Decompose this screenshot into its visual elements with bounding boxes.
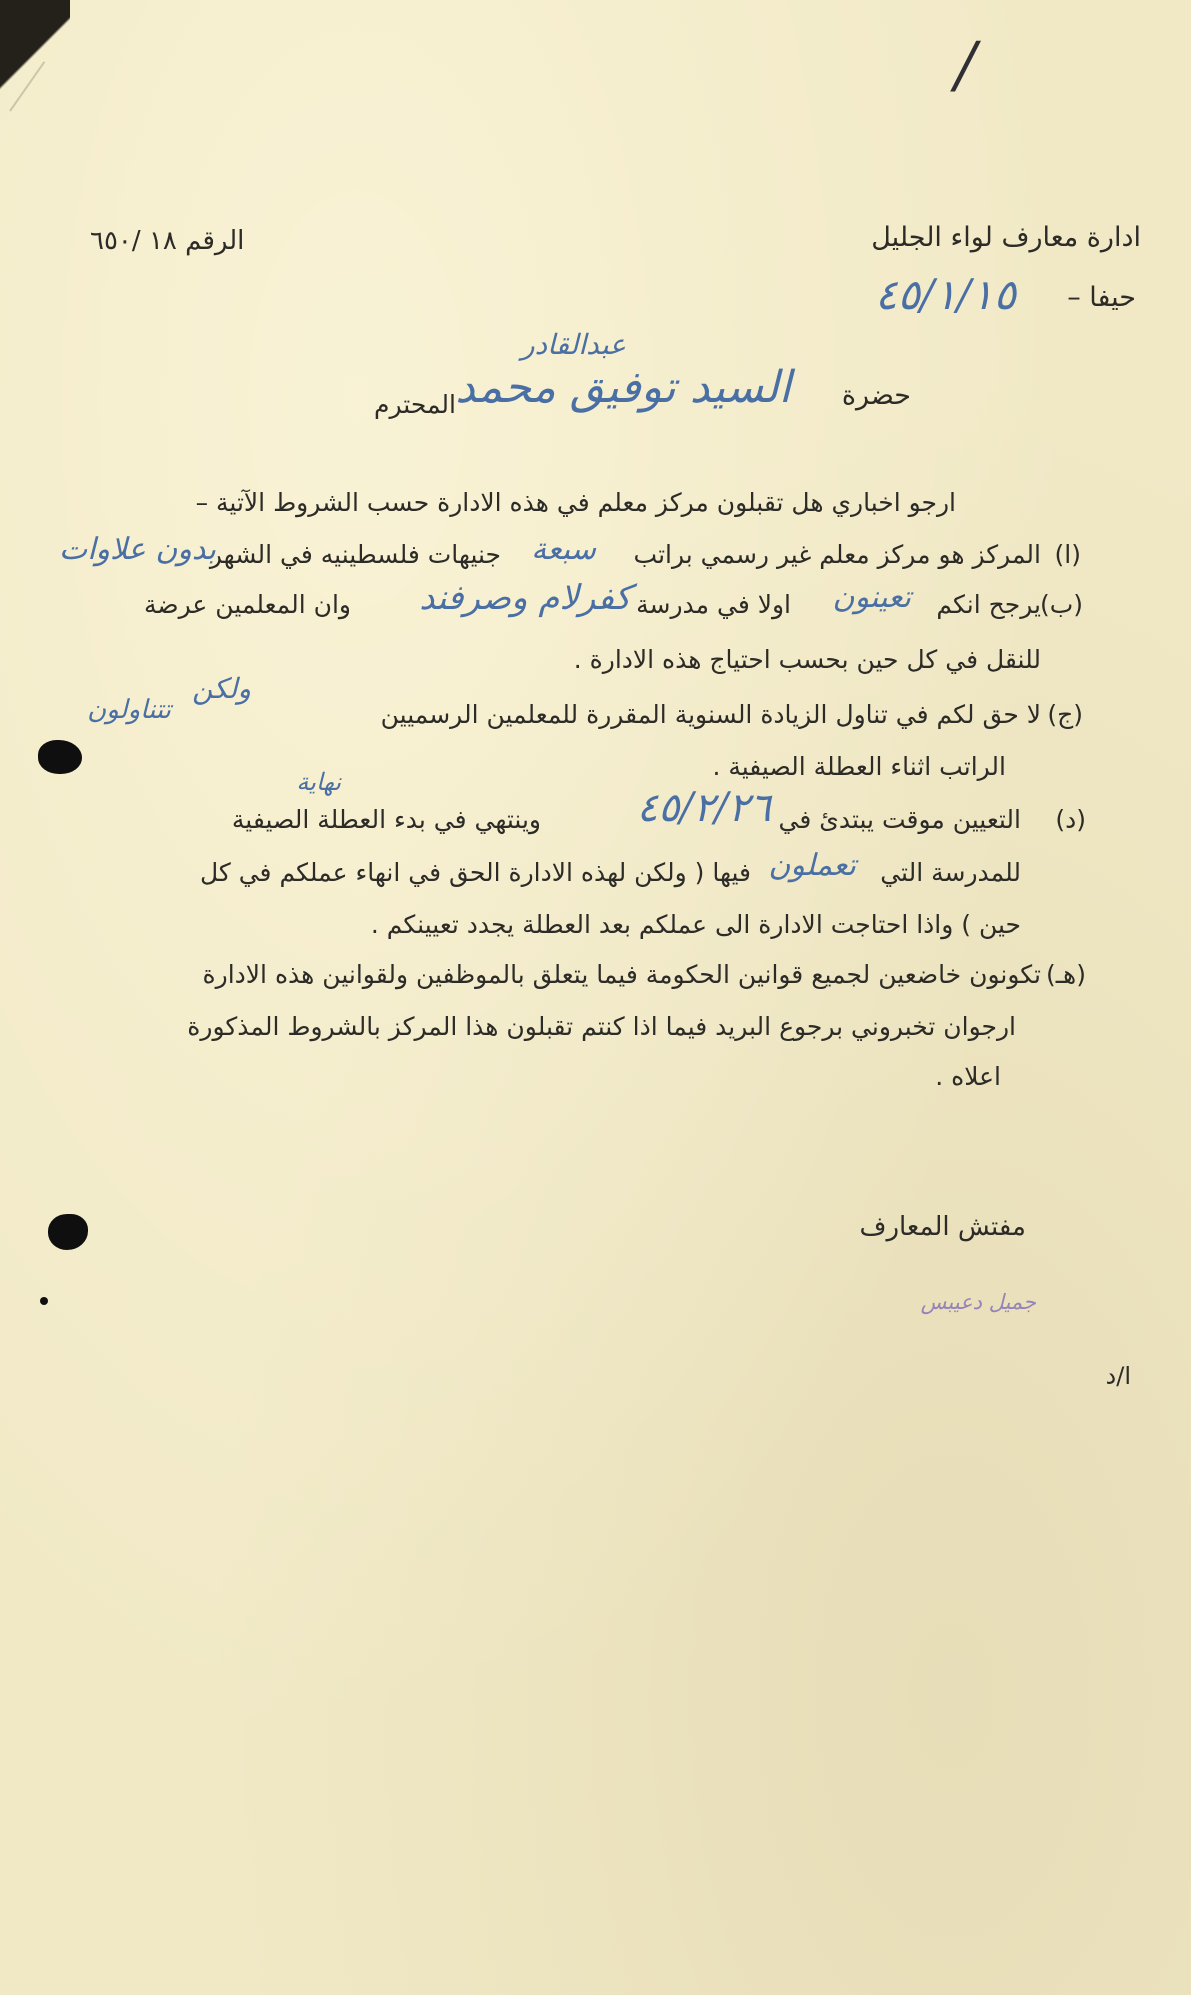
ink-blot-left-lower <box>48 1214 88 1250</box>
clause-c-line-2: الراتب اثناء العطلة الصيفية . <box>712 752 1006 781</box>
clause-d-handwritten-work: تعملون <box>768 848 856 883</box>
city-name: حيفا – <box>1067 282 1136 313</box>
clause-b-handwritten-1: تعينون <box>832 580 911 615</box>
clause-e-label: (هـ) <box>1045 960 1086 989</box>
addressee-honorific: المحترم <box>374 390 456 419</box>
clause-a-label: (ا) <box>1054 540 1081 569</box>
clause-c-handwritten-insert: ولكن <box>192 672 251 705</box>
ink-blot-left-upper <box>38 740 82 774</box>
signature-title: مفتش المعارف <box>859 1212 1026 1242</box>
clause-e-text: تكونون خاضعين لجميع قوانين الحكومة فيما يتعلق بالموظفين ولقوانين هذه الادارة <box>202 960 1041 989</box>
torn-page-corner <box>0 0 70 110</box>
clause-b-line-2: للنقل في كل حين بحسب احتياج هذه الادارة . <box>573 645 1041 674</box>
clause-b-handwritten-2: كفرلام وصرفند <box>419 578 631 618</box>
ink-dot-small <box>40 1297 48 1305</box>
addressee-name-handwritten: السيد توفيق محمد <box>455 362 791 413</box>
handwritten-date: ٤٥/١/١٥ <box>874 270 1016 319</box>
addressee-title: حضرة <box>841 380 911 411</box>
clause-d-line-2-start: للمدرسة التي <box>880 858 1021 887</box>
clause-d-label: (د) <box>1055 805 1086 834</box>
clause-d-line-2-end: فيها ( ولكن لهذه الادارة الحق في انهاء عملكم في كل <box>199 858 751 887</box>
clause-d-handwritten-above: نهاية <box>296 768 341 796</box>
clause-a-text: المركز هو مركز معلم غير رسمي براتب <box>633 540 1041 569</box>
clause-c-label: (ج) <box>1047 700 1083 729</box>
reference-number: الرقم ١٨ /٦٥٠ <box>90 226 245 256</box>
clause-a-handwritten-note: بدون علاوات <box>58 532 216 567</box>
typist-initials: ا/د <box>1105 1362 1131 1390</box>
clause-b-middle: اولا في مدرسة <box>636 590 791 619</box>
department-name: ادارة معارف لواء الجليل <box>871 222 1141 253</box>
clause-d-start: التعيين موقت يبتدئ في <box>778 805 1021 834</box>
addressee-name-addition: عبدالقادر <box>521 328 626 361</box>
page-number: / <box>955 28 976 101</box>
clause-d-handwritten-date: ٤٥/٢/٢٦ <box>636 785 771 831</box>
clause-d-end: وينتهي في بدء العطلة الصيفية <box>231 805 541 834</box>
closing-line-1: ارجوان تخبروني برجوع البريد فيما اذا كنتم تقبلون هذا المركز بالشروط المذكورة <box>187 1012 1016 1041</box>
clause-b-start: يرجح انكم <box>936 590 1041 619</box>
clause-c-text: لا حق لكم في تناول الزيادة السنوية المقررة للمعلمين الرسميين <box>380 700 1041 729</box>
clause-c-handwritten-end: تتناولون <box>87 695 171 725</box>
clause-b-label: (ب) <box>1039 590 1083 619</box>
closing-line-2: اعلاه . <box>935 1062 1001 1091</box>
clause-d-line-3: حين ) واذا احتاجت الادارة الى عملكم بعد العطلة يجدد تعيينكم . <box>370 910 1021 939</box>
clause-a-continuation: جنيهات فلسطينيه في الشهر <box>209 540 501 569</box>
clause-a-handwritten-amount: سبعة <box>531 532 596 567</box>
intro-line: ارجو اخباري هل تقبلون مركز معلم في هذه الادارة حسب الشروط الآتية – <box>195 488 956 517</box>
clause-b-end: وان المعلمين عرضة <box>144 590 351 619</box>
signature-stamp: جميل دعيبس <box>920 1290 1036 1314</box>
